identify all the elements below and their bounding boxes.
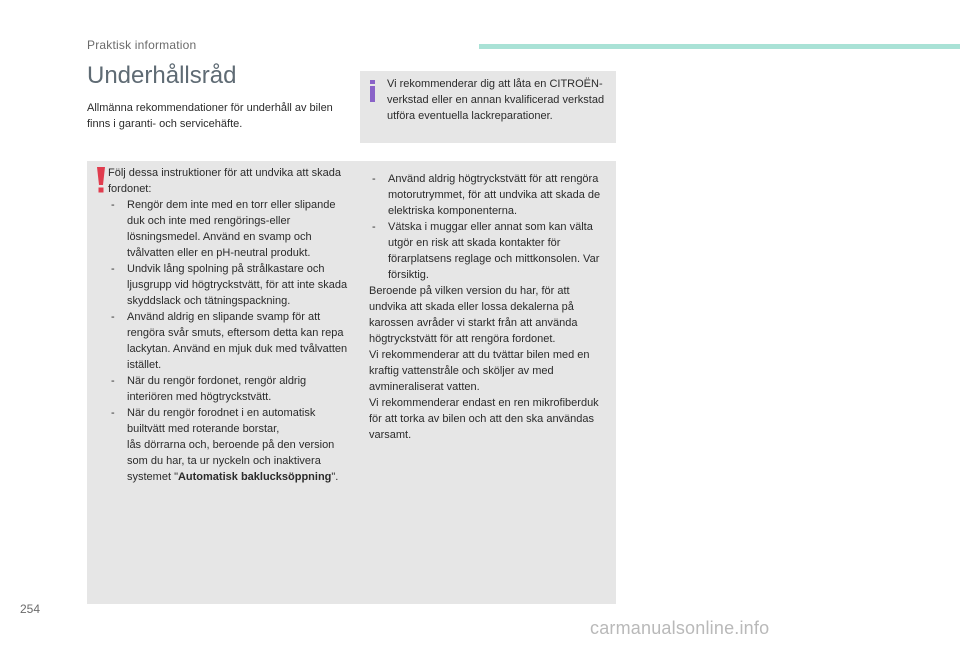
list-item: - Rengör dem inte med en torr eller slipande duk och inte med rengörings-eller lösningsmedel. Använd en svamp och tvålvatten eller en pH-neutral produkt.: [108, 197, 353, 261]
list-item-tail: ".: [331, 471, 339, 483]
list-item: - När du rengör fordonet, rengör aldrig interiören med högtryckstvätt.: [108, 373, 353, 405]
watermark: carmanualsonline.info: [590, 618, 770, 638]
section-label: Praktisk information: [87, 38, 197, 52]
warning-box: [87, 161, 616, 604]
warning-right-column: [369, 171, 609, 443]
system-name: Automatisk baklucksöppning: [177, 471, 332, 483]
paragraph: Vi rekommenderar endast en ren mikrofiberduk för att torka av bilen och att den ska användas varsamt.: [369, 397, 599, 441]
info-icon: [368, 80, 377, 102]
list-item: [108, 405, 353, 485]
page-title: Underhållsråd: [87, 62, 237, 89]
list-item-line: lås dörrarna och, beroende på den version som du har, ta ur nyckeln och inaktivera systemet ": [127, 439, 335, 483]
intro-text: Allmänna rekommendationer för underhåll av bilen finns i garanti- och servicehäfte.: [87, 102, 333, 130]
paragraph: Beroende på vilken version du har, för att undvika att skada eller lossa dekalerna på karossen avråder vi starkt från att använda högtryckstvätt för att rengöra fordonet.: [369, 285, 578, 345]
list-item: - Vätska i muggar eller annat som kan välta utgör en risk att skada kontakter för förarplatsens reglage och mittkonsolen. Var försiktig.: [369, 219, 609, 283]
warning-list-right: [369, 171, 609, 283]
warning-lead: Följ dessa instruktioner för att undvika att skada fordonet:: [108, 167, 341, 195]
warning-list-left: [108, 197, 353, 485]
warning-icon: [96, 167, 106, 193]
paragraph: Vi rekommenderar att du tvättar bilen med en kraftig vattenstråle och sköljer av med avmineraliserat vatten.: [369, 349, 590, 393]
list-item: - Använd aldrig högtryckstvätt för att rengöra motorutrymmet, för att undvika att skada de elektriska komponenterna.: [369, 171, 609, 219]
accent-bar: [479, 44, 960, 49]
list-item-line: - När du rengör forodnet i en automatisk builtvätt med roterande borstar,: [127, 407, 316, 435]
info-box: [360, 71, 616, 143]
warning-left-column: [108, 165, 353, 485]
list-item: - Undvik lång spolning på strålkastare och ljusgrupp vid högtryckstvätt, för att inte skada skyddslack och tätningspackning.: [108, 261, 353, 309]
list-item: - Använd aldrig en slipande svamp för att rengöra svår smuts, eftersom detta kan repa lackytan. Använd en mjuk duk med tvålvatten istället.: [108, 309, 353, 373]
page-number: 254: [20, 602, 41, 616]
info-text: Vi rekommenderar dig att låta en CITROËN-verkstad eller en annan kvalificerad verkstad utföra eventuella lackreparationer.: [387, 78, 605, 122]
